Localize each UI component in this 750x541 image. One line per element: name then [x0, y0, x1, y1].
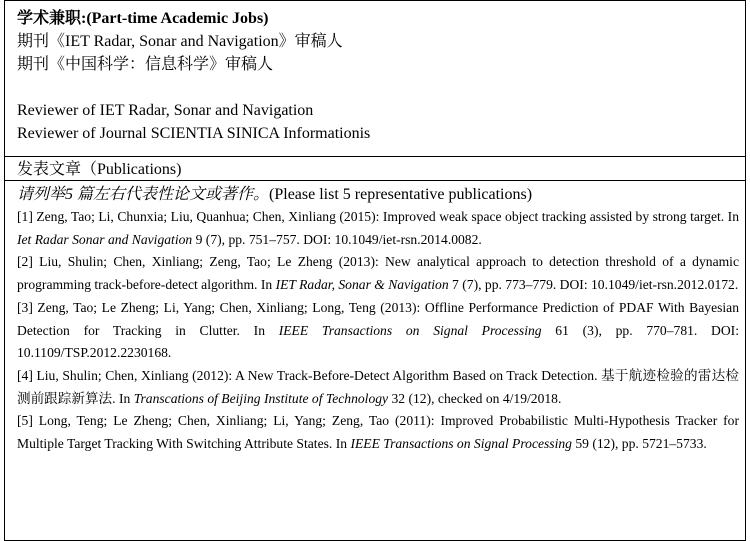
publication-item-1: [17, 206, 739, 251]
publication-details: 61 (3), pp. 770–781. DOI: 10.1109/TSP.2012.2230168.: [17, 322, 739, 361]
job-line-en-1: Reviewer of IET Radar, Sonar and Navigation: [17, 102, 314, 119]
academic-jobs-section: [5, 1, 745, 157]
publications-header: [5, 157, 745, 181]
publication-venue: Transcations of Beijing Institute of Technology: [133, 390, 389, 406]
publication-item-5: [17, 410, 739, 455]
publication-text: [2] Liu, Shulin; Chen, Xinliang; Zeng, Tao; Le Zheng (2013): New analytical approach to detection threshold of a dynamic programming track-before-detect algorithm. In: [17, 254, 739, 293]
publication-text: [1] Zeng, Tao; Li, Chunxia; Liu, Quanhua; Chen, Xinliang (2015): Improved weak space object tracking assisted by strong target. In: [17, 209, 739, 224]
publication-details: 32 (12), checked on 4/19/2018.: [388, 390, 562, 406]
publications-instruction: [17, 184, 739, 206]
publication-venue: IET Radar, Sonar & Navigation: [275, 277, 449, 293]
publications-header-text: 发表文章（Publications): [17, 161, 182, 178]
publication-venue: IEEE Transactions on Signal Processing: [350, 436, 572, 452]
blank-line: [17, 76, 745, 99]
academic-jobs-title: 学术兼职:(Part-time Academic Jobs): [17, 10, 269, 27]
publication-item-3: [17, 297, 739, 365]
publication-item-4: [17, 365, 739, 410]
job-line-cn-2: 期刊《中国科学：信息科学》审稿人: [17, 56, 274, 73]
publication-text: [5] Long, Teng; Le Zheng; Chen, Xinliang; Li, Yang; Zeng, Tao (2011): Improved Probabilistic Multi-Hypothesis Tracker for Multiple Target Tracking With Switching Attribute States. In: [17, 413, 739, 452]
job-line-cn-1: 期刊《IET Radar, Sonar and Navigation》审稿人: [17, 33, 343, 50]
publication-details: 9 (7), pp. 751–757. DOI: 10.1049/iet-rsn.2014.0082.: [192, 231, 482, 247]
publication-item-2: [17, 251, 739, 296]
publications-section: [5, 181, 745, 540]
publication-venue: IEEE Transactions on Signal Processing: [278, 322, 542, 338]
publication-text: [4] Liu, Shulin; Chen, Xinliang (2012): A New Track-Before-Detect Algorithm Based on Track Detection. 基于航迹检验的雷达检测前跟踪新算法. In: [17, 367, 739, 406]
publication-venue: Iet Radar Sonar and Navigation: [17, 231, 193, 247]
publication-text: [3] Zeng, Tao; Le Zheng; Li, Yang; Chen, Xinliang; Long, Teng (2013): Offline Performance Prediction of PDAF With Bayesian Detection for Tracking in Clutter. In: [17, 299, 739, 338]
publication-details: 7 (7), pp. 773–779. DOI: 10.1049/iet-rsn.2012.0172.: [448, 277, 739, 293]
job-line-en-2: Reviewer of Journal SCIENTIA SINICA Informationis: [17, 125, 371, 142]
instruction-cn: 请列举5 篇左右代表性论文或著作。: [17, 186, 270, 203]
document-table: [4, 0, 746, 541]
instruction-en: (Please list 5 representative publications): [269, 186, 533, 203]
publication-details: 59 (12), pp. 5721–5733.: [571, 436, 707, 452]
